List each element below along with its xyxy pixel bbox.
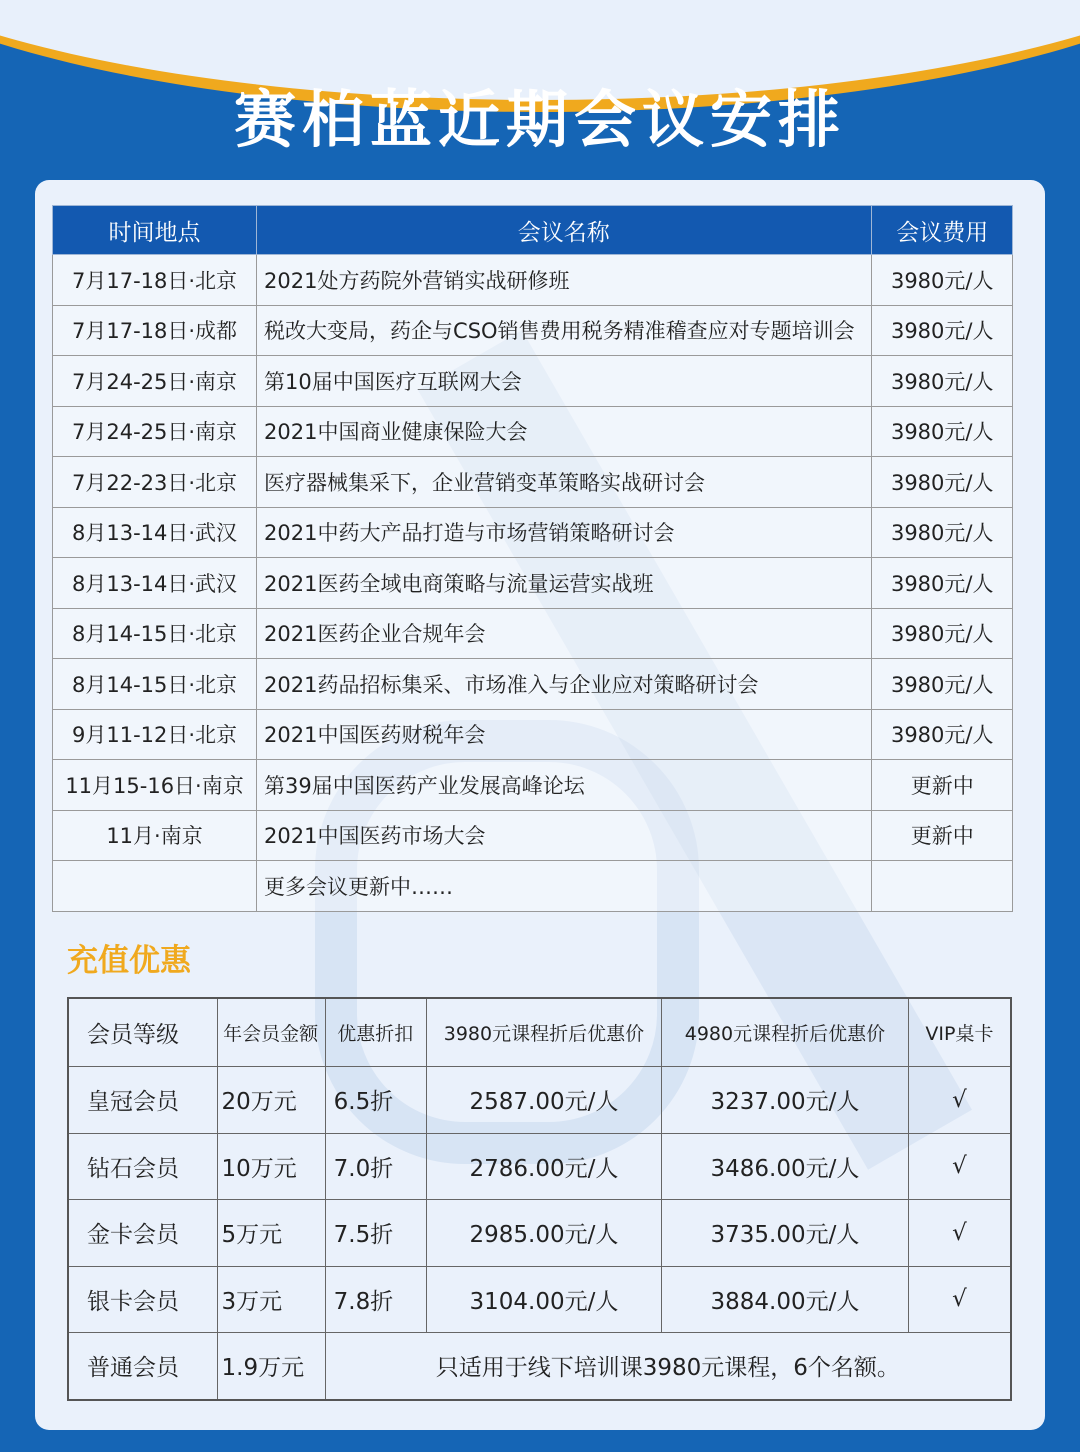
meeting-name: 2021中药大产品打造与市场营销策略研讨会 (257, 507, 872, 558)
price-4980: 3884.00元/人 (661, 1266, 908, 1333)
table-row (68, 1200, 1011, 1267)
meeting-date: 7月24-25日·南京 (53, 406, 257, 457)
meeting-name: 2021中国商业健康保险大会 (257, 406, 872, 457)
meeting-name: 税改大变局，药企与CSO销售费用税务精准稽查应对专题培训会 (257, 305, 872, 356)
page-title: 赛柏蓝近期会议安排 (233, 83, 846, 156)
meeting-date: 7月22-23日·北京 (53, 457, 257, 508)
content-card (35, 180, 1045, 1430)
meeting-date: 8月14-15日·北京 (53, 659, 257, 710)
table-row (53, 558, 1013, 609)
table-row (68, 1067, 1011, 1134)
meeting-name: 2021药品招标集采、市场准入与企业应对策略研讨会 (257, 659, 872, 710)
meeting-fee: 3980元/人 (872, 507, 1013, 558)
meeting-fee: 3980元/人 (872, 255, 1013, 306)
discount: 6.5折 (325, 1067, 426, 1134)
meeting-date: 11月15-16日·南京 (53, 760, 257, 811)
table-row (53, 406, 1013, 457)
annual-amount: 1.9万元 (217, 1333, 325, 1400)
col-meeting-fee: 会议费用 (872, 206, 1013, 255)
meeting-fee: 3980元/人 (872, 457, 1013, 508)
col-date-location: 时间地点 (53, 206, 257, 255)
meeting-date: 8月14-15日·北京 (53, 608, 257, 659)
price-3980: 2786.00元/人 (426, 1133, 661, 1200)
meeting-name: 2021中国医药财税年会 (257, 709, 872, 760)
meeting-name: 2021中国医药市场大会 (257, 810, 872, 861)
col-price-3980: 3980元课程折后优惠价 (426, 998, 661, 1067)
table-row (68, 1133, 1011, 1200)
meeting-date: 8月13-14日·武汉 (53, 507, 257, 558)
col-vip-card: VIP桌卡 (908, 998, 1011, 1067)
member-level: 钻石会员 (68, 1133, 217, 1200)
meeting-fee: 3980元/人 (872, 709, 1013, 760)
basic-member-note: 只适用于线下培训课3980元课程，6个名额。 (325, 1333, 1011, 1400)
recharge-table (67, 997, 1012, 1401)
meeting-name: 更多会议更新中…… (257, 861, 872, 912)
table-row (53, 760, 1013, 811)
price-3980: 2985.00元/人 (426, 1200, 661, 1267)
member-level: 皇冠会员 (68, 1067, 217, 1134)
member-level: 银卡会员 (68, 1266, 217, 1333)
table-row (53, 608, 1013, 659)
col-discount: 优惠折扣 (325, 998, 426, 1067)
col-member-level: 会员等级 (68, 998, 217, 1067)
meeting-date: 8月13-14日·武汉 (53, 558, 257, 609)
price-4980: 3486.00元/人 (661, 1133, 908, 1200)
meeting-fee: 3980元/人 (872, 305, 1013, 356)
member-level: 普通会员 (68, 1333, 217, 1400)
meeting-fee: 3980元/人 (872, 659, 1013, 710)
meeting-date: 7月24-25日·南京 (53, 356, 257, 407)
table-row (68, 1333, 1011, 1400)
meeting-name: 第10届中国医疗互联网大会 (257, 356, 872, 407)
table-row (53, 659, 1013, 710)
meeting-name: 第39届中国医药产业发展高峰论坛 (257, 760, 872, 811)
vip-check: √ (908, 1067, 1011, 1134)
table-row (53, 255, 1013, 306)
table-row (53, 507, 1013, 558)
member-level: 金卡会员 (68, 1200, 217, 1267)
price-3980: 2587.00元/人 (426, 1067, 661, 1134)
table-row (53, 356, 1013, 407)
recharge-title: 充值优惠 (67, 943, 191, 979)
meeting-fee: 3980元/人 (872, 356, 1013, 407)
col-meeting-name: 会议名称 (257, 206, 872, 255)
table-row (53, 810, 1013, 861)
vip-check: √ (908, 1200, 1011, 1267)
meeting-date (53, 861, 257, 912)
meeting-date: 7月17-18日·北京 (53, 255, 257, 306)
meeting-name: 2021处方药院外营销实战研修班 (257, 255, 872, 306)
discount: 7.5折 (325, 1200, 426, 1267)
meeting-date: 11月·南京 (53, 810, 257, 861)
annual-amount: 20万元 (217, 1067, 325, 1134)
table-row (53, 709, 1013, 760)
meeting-name: 医疗器械集采下，企业营销变革策略实战研讨会 (257, 457, 872, 508)
discount: 7.8折 (325, 1266, 426, 1333)
table-row (53, 861, 1013, 912)
meeting-table (52, 205, 1013, 912)
meeting-fee: 3980元/人 (872, 406, 1013, 457)
annual-amount: 5万元 (217, 1200, 325, 1267)
meeting-date: 7月17-18日·成都 (53, 305, 257, 356)
meeting-date: 9月11-12日·北京 (53, 709, 257, 760)
meeting-name: 2021医药全域电商策略与流量运营实战班 (257, 558, 872, 609)
meeting-name: 2021医药企业合规年会 (257, 608, 872, 659)
col-annual-amount: 年会员金额 (217, 998, 325, 1067)
meeting-fee: 3980元/人 (872, 608, 1013, 659)
meeting-table-header (53, 206, 1013, 255)
table-row (53, 305, 1013, 356)
vip-check: √ (908, 1266, 1011, 1333)
annual-amount: 3万元 (217, 1266, 325, 1333)
meeting-fee: 更新中 (872, 760, 1013, 811)
recharge-table-header (68, 998, 1011, 1067)
meeting-fee: 3980元/人 (872, 558, 1013, 609)
discount: 7.0折 (325, 1133, 426, 1200)
table-row (68, 1266, 1011, 1333)
price-4980: 3735.00元/人 (661, 1200, 908, 1267)
annual-amount: 10万元 (217, 1133, 325, 1200)
vip-check: √ (908, 1133, 1011, 1200)
table-row (53, 457, 1013, 508)
col-price-4980: 4980元课程折后优惠价 (661, 998, 908, 1067)
price-3980: 3104.00元/人 (426, 1266, 661, 1333)
meeting-fee: 更新中 (872, 810, 1013, 861)
meeting-fee (872, 861, 1013, 912)
price-4980: 3237.00元/人 (661, 1067, 908, 1134)
